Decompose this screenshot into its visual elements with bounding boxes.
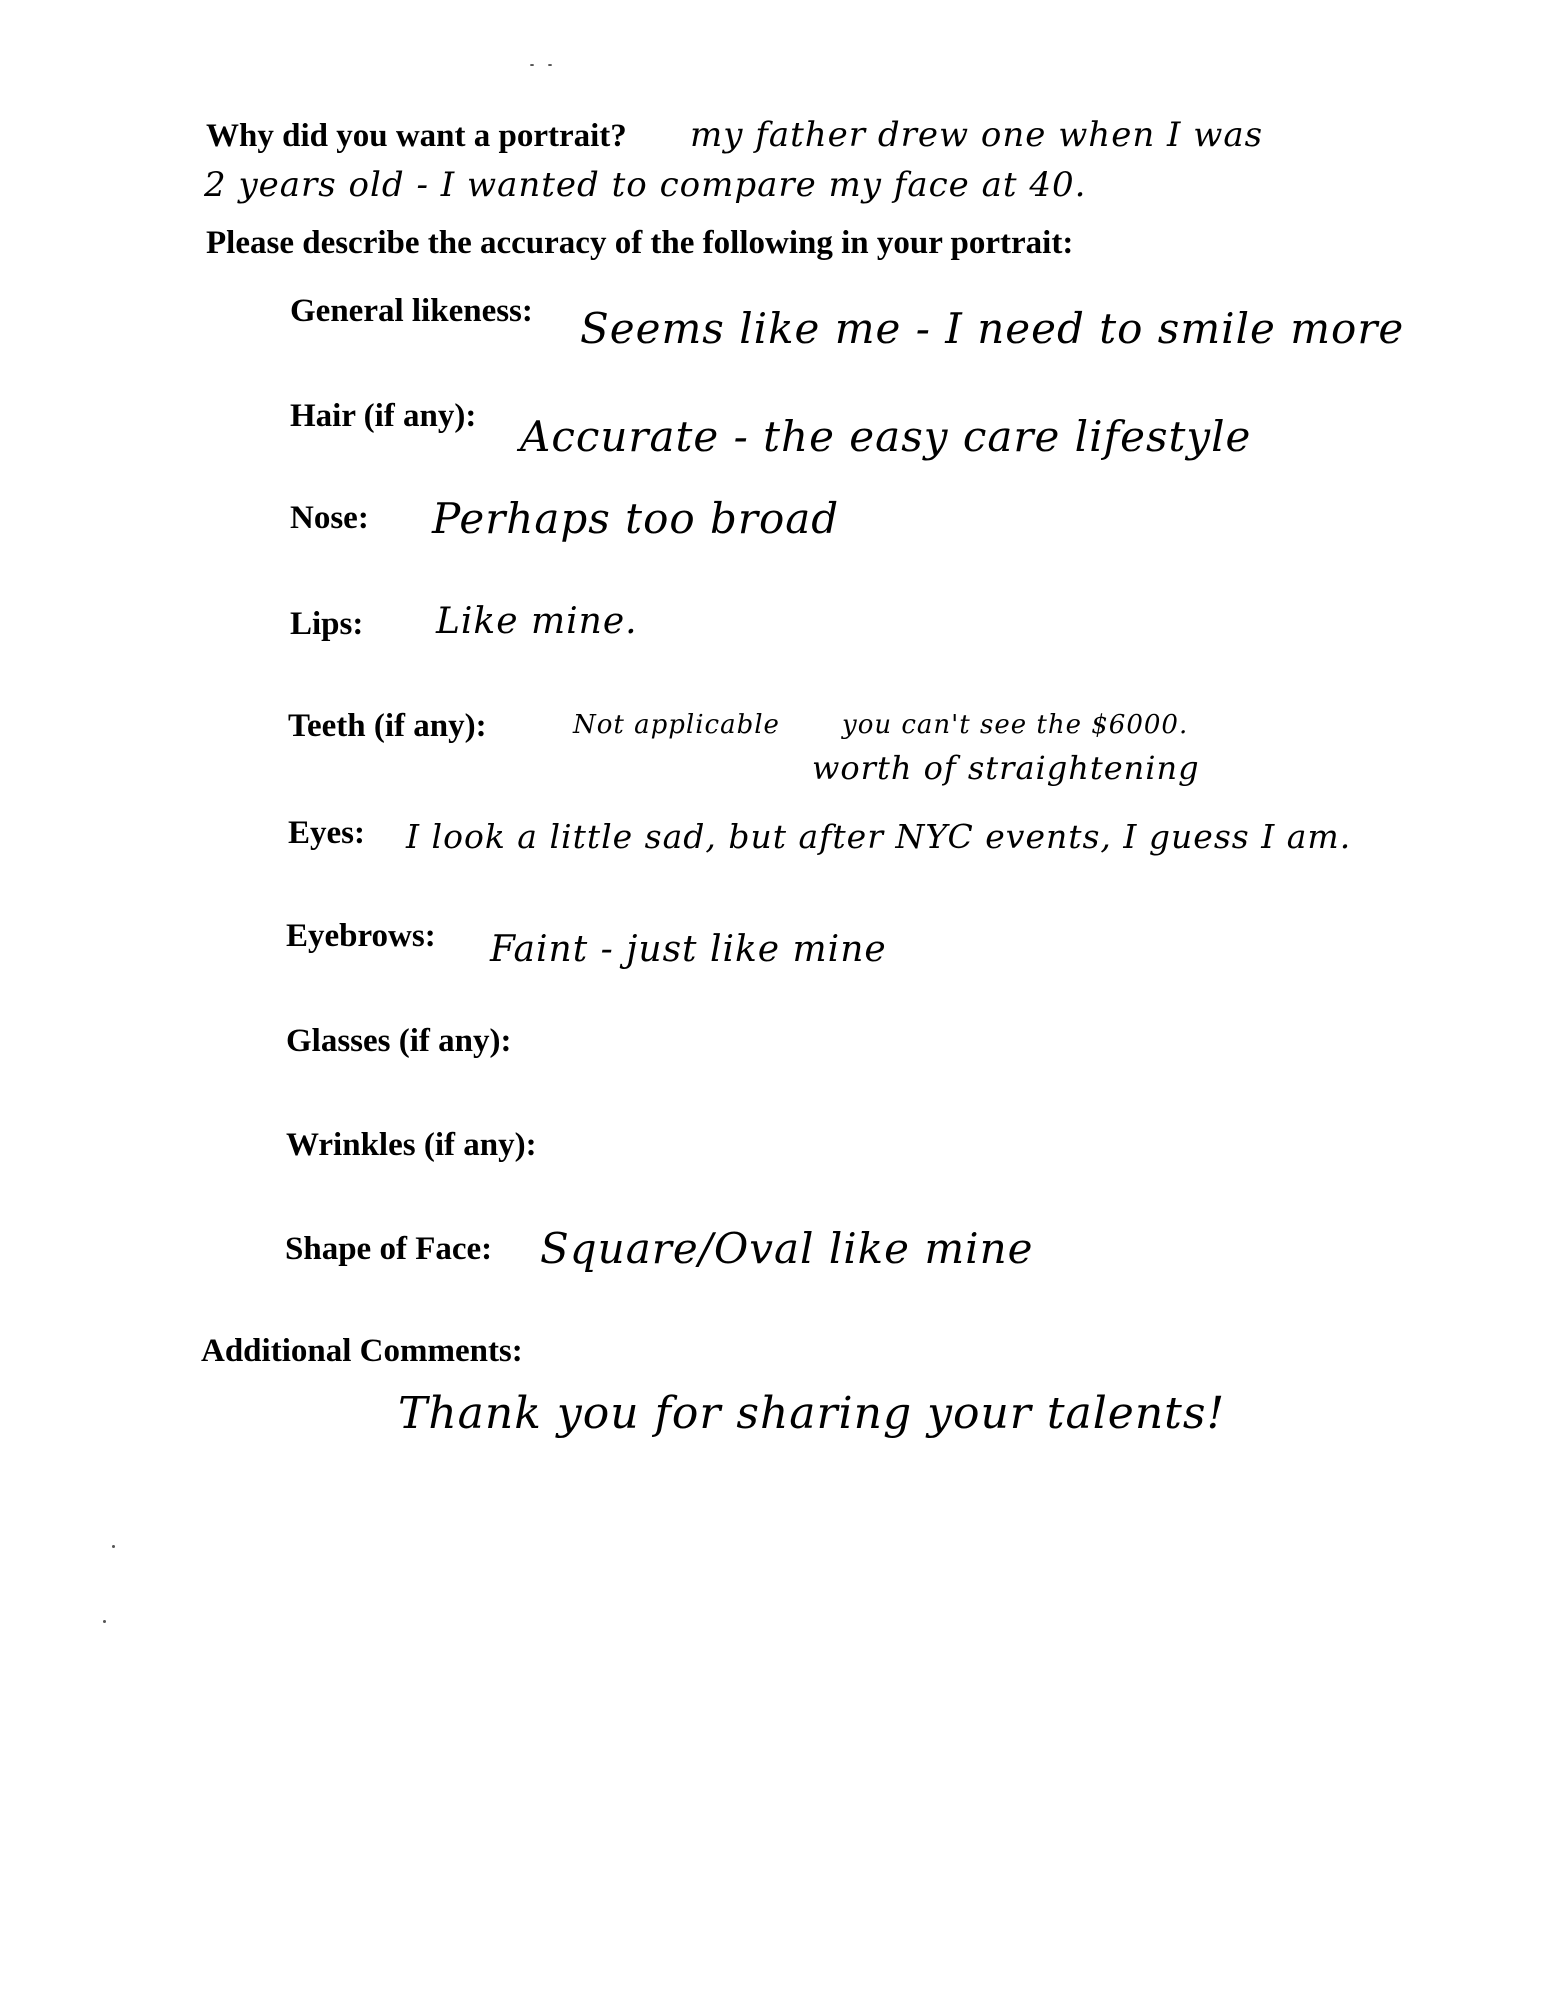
teeth-answer-part1: Not applicable	[573, 710, 780, 740]
lips-answer: Like mine.	[436, 601, 638, 642]
general-likeness-label: General likeness:	[290, 293, 533, 329]
shape-of-face-label: Shape of Face:	[285, 1231, 493, 1267]
additional-comments-label: Additional Comments:	[201, 1333, 523, 1369]
shape-of-face-answer: Square/Oval like mine	[540, 1224, 1034, 1273]
eyebrows-label: Eyebrows:	[286, 918, 436, 954]
nose-label: Nose:	[290, 500, 369, 536]
why-portrait-question: Why did you want a portrait?	[206, 118, 627, 154]
wrinkles-label: Wrinkles (if any):	[286, 1127, 537, 1163]
why-portrait-answer-line1: my father drew one when I was	[690, 115, 1264, 155]
eyebrows-answer: Faint - just like mine	[490, 929, 887, 970]
general-likeness-answer: Seems like me - I need to smile more	[580, 304, 1405, 353]
lips-label: Lips:	[290, 606, 364, 642]
describe-accuracy-heading: Please describe the accuracy of the following in your portrait:	[206, 225, 1074, 261]
additional-comments-answer: Thank you for sharing your talents!	[398, 1388, 1226, 1439]
scan-speck	[530, 64, 534, 66]
scan-speck	[548, 64, 552, 66]
hair-answer: Accurate - the easy care lifestyle	[520, 412, 1252, 461]
eyes-label: Eyes:	[288, 815, 365, 851]
teeth-answer-part2: you can't see the $6000.	[842, 710, 1189, 740]
scan-speck	[112, 1545, 115, 1548]
eyes-answer: I look a little sad, but after NYC events, I guess I am.	[406, 817, 1352, 856]
why-portrait-answer-line2: 2 years old - I wanted to compare my face at 40.	[204, 165, 1087, 205]
glasses-label: Glasses (if any):	[286, 1023, 512, 1059]
teeth-label: Teeth (if any):	[288, 708, 487, 744]
hair-label: Hair (if any):	[290, 398, 477, 434]
scan-speck	[103, 1620, 106, 1623]
nose-answer: Perhaps too broad	[432, 494, 840, 543]
teeth-answer-part3: worth of straightening	[812, 749, 1200, 787]
